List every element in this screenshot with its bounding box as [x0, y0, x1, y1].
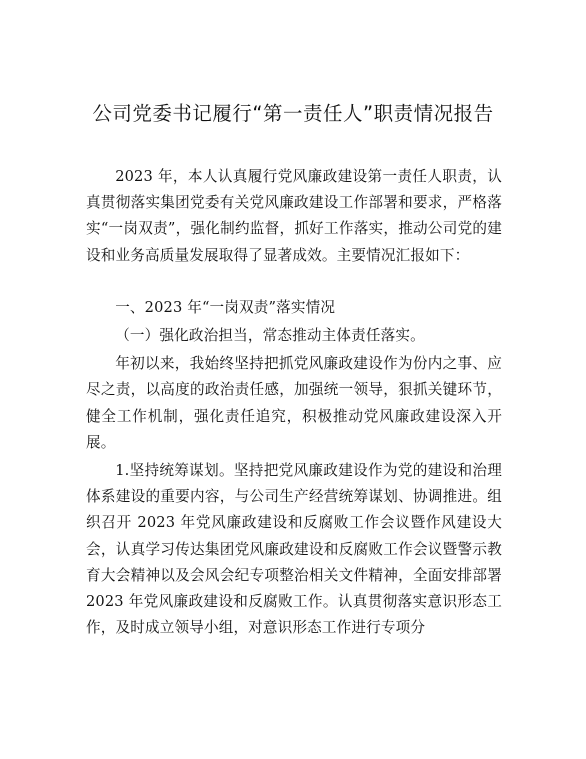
body-paragraph: 1.坚持统筹谋划。坚持把党风廉政建设作为党的建设和治理体系建设的重要内容，与公司生产经营统筹谋划、协调推进。组织召开 2023 年党风廉政建设和反腐败工作会议暨作风建设大会，认真学习传达集团党风廉政建设和反腐败工作会议暨警示教育大会精神以及会风会纪专项整治相关文件精神，全面安排部署 2023 年党风廉政建设和反腐败工作。认真贯彻落实意识形态工作，及时成立领导小组，对意识形态工作进行专项分	[86, 462, 502, 637]
body-paragraph: 年初以来，我始终坚持把抓党风廉政建设作为份内之事、应尽之责，以高度的政治责任感，加强统一领导，狠抓关键环节，健全工作机制，强化责任追究，积极推动党风廉政建设深入开展。	[86, 355, 502, 451]
subsection-heading: （一）强化政治担当，常态推动主体责任落实。	[115, 327, 425, 345]
section-heading: 一、2023 年“一岗双责”落实情况	[115, 298, 336, 316]
document-title: 公司党委书记履行“第一责任人”职责情况报告	[92, 102, 494, 125]
document-body	[86, 164, 502, 641]
intro-paragraph: 2023 年，本人认真履行党风廉政建设第一责任人职责，认真贯彻落实集团党委有关党风廉政建设工作部署和要求，严格落实“一岗双责”，强化制约监督，抓好工作落实，推动公司党的建设和业务高质量发展取得了显著成效。主要情况汇报如下：	[86, 168, 502, 264]
